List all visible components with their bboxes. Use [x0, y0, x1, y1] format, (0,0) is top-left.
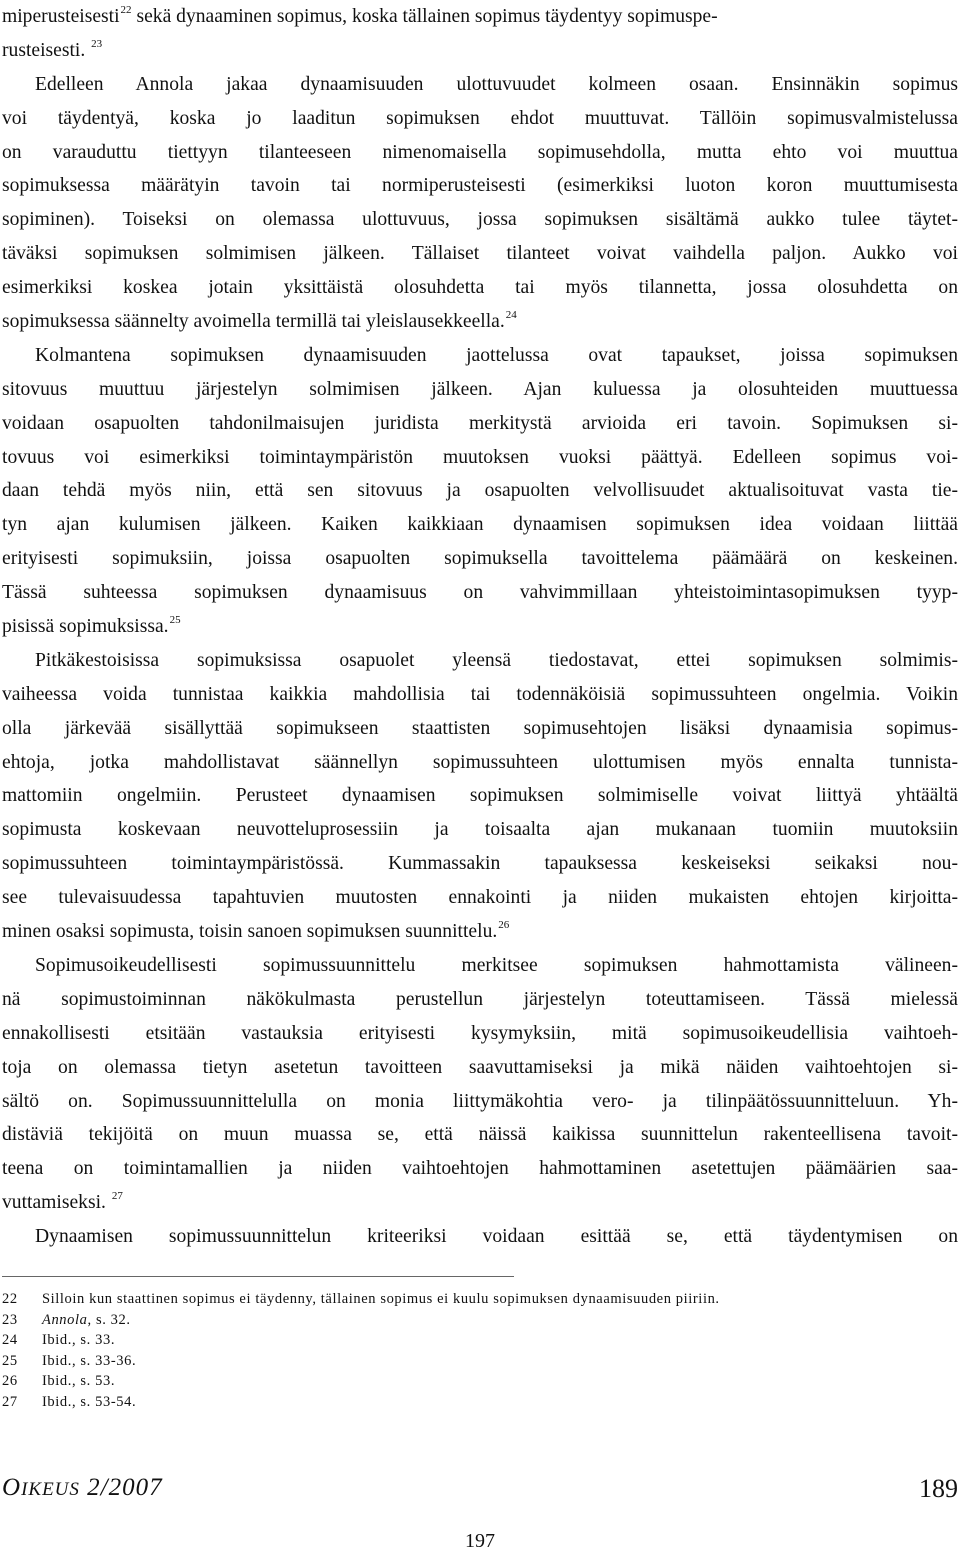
text-line: Edelleen Annola jakaa dynaamisuuden ulottuvuudet kolmeen osaan. Ensinnäkin sopimus [35, 73, 958, 95]
text-line: sopiminen). Toiseksi on olemassa ulottuvuus, jossa sopimuksen sisältämä aukko tulee täytet- [2, 209, 958, 231]
footnote-number: 26 [2, 1373, 18, 1389]
footnote-text: Ibid., s. 33-36. [42, 1352, 137, 1369]
journal-name-rest: IKEUS [21, 1479, 80, 1500]
text-line [2, 610, 958, 644]
footnote-separator [2, 1276, 514, 1277]
footnote [2, 1330, 958, 1351]
body-text [2, 0, 958, 1254]
journal-initial: O [2, 1474, 22, 1501]
text-fragment: minen osaksi sopimusta, toisin sanoen sopimuksen suunnittelu. [2, 921, 498, 943]
text-line: Pitkäkestoisissa sopimuksissa osapuolet yleensä tiedostavat, ettei sopimuksen solmimis- [35, 649, 958, 671]
text-line: sältö on. Sopimussuunnittelulla on monia liittymäkohtia vero- ja tilinpäätössuunnitteluun. Yh- [2, 1090, 958, 1112]
text-line: täväksi sopimuksen solmimisen jälkeen. Tällaiset tilanteet voivat vaihdella paljon. Aukko voi [2, 243, 958, 265]
footnote-text: Ibid., s. 53. [42, 1373, 116, 1389]
footnote-text: Ibid., s. 53-54. [42, 1393, 137, 1410]
text-line: esimerkiksi koskea jotain yksittäistä olosuhdetta tai myös tilannetta, jossa olosuhdetta on [2, 277, 958, 299]
text-line: ennakollisesti etsitään vastauksia erityisesti kysymyksiin, mitä sopimusoikeudellisia vaihtoeh- [2, 1022, 958, 1044]
text-line [2, 915, 958, 949]
footnote-author: Annola [42, 1311, 88, 1328]
text-line: Kolmantena sopimuksen dynaamisuuden jaottelussa ovat tapaukset, joissa sopimuksen [35, 344, 958, 366]
journal-title [2, 1474, 163, 1502]
footnote-ref: 23 [91, 37, 103, 50]
text-line: tovuus voi esimerkiksi toimintaympäristön muutoksen vuoksi päättyä. Edelleen sopimus voi- [2, 446, 958, 468]
text-line: sopimusta koskevaan neuvotteluprosessiin ja toisaalta ajan mukanaan tuomiin muutoksiin [2, 819, 958, 841]
footnote [2, 1371, 958, 1392]
footnotes [2, 1289, 958, 1412]
footnote-number: 22 [2, 1291, 18, 1307]
text-line: voidaan osapuolten tahdonilmaisujen juridista merkitystä arvioida eri tavoin. Sopimuksen si- [2, 412, 958, 434]
text-line: erityisesti sopimuksiin, joissa osapuolten sopimuksella tavoittelema päämäärä on keskeinen. [2, 548, 958, 570]
text-fragment: sekä dynaaminen sopimus, koska tällainen sopimus täydentyy sopimuspe- [136, 6, 718, 27]
footnote [2, 1310, 958, 1331]
pdf-page-number: 197 [465, 1530, 495, 1552]
text-line: voi täydentyä, koska jo laaditun sopimuksen ehdot muuttuvat. Tällöin sopimusvalmistelussa [2, 107, 958, 129]
text-line: sopimuksessa määrätyin tavoin tai normiperusteisesti (esimerkiksi luoton koron muuttumisesta [2, 175, 958, 197]
footnote-ref: 25 [169, 614, 181, 627]
text-line: tyn ajan kulumisen jälkeen. Kaiken kaikkiaan dynaamisen sopimuksen idea voidaan liittää [2, 514, 958, 536]
text-line [2, 0, 958, 34]
footnote-text: , s. 32. [87, 1311, 131, 1328]
footnote [2, 1392, 958, 1413]
text-line: see tulevaisuudessa tapahtuvien muutosten ennakointi ja niiden mukaisten ehtojen kirjoitta- [2, 887, 958, 909]
text-fragment: pisissä sopimuksissa. [2, 616, 169, 638]
text-line: Sopimusoikeudellisesti sopimussuunnittelu merkitsee sopimuksen hahmottamista välineen- [35, 954, 958, 976]
text-fragment: sopimuksessa säännelty avoimella termillä tai yleislausekkeella. [2, 311, 505, 333]
footnote [2, 1351, 958, 1372]
footnote-number: 27 [2, 1393, 18, 1410]
text-line: daan tehdä myös niin, että sen sitovuus ja osapuolten velvollisuudet aktualisoituvat vasta tie- [2, 480, 958, 502]
text-line: vaiheessa voida tunnistaa kaikkia mahdollisia tai todennäköisiä sopimussuhteen ongelmia. Voikin [2, 683, 958, 705]
footnote-number: 25 [2, 1352, 18, 1369]
text-line: on varauduttu tiettyyn tilanteeseen nimenomaisella sopimusehdolla, mutta ehto voi muuttua [2, 141, 958, 163]
text-line [2, 1186, 958, 1220]
footnote-ref: 22 [120, 4, 132, 16]
text-line: nä sopimustoiminnan näkökulmasta perustellun järjestelyn toteuttamiseen. Tässä mielessä [2, 988, 958, 1010]
text-line: olla järkevää sisällyttää sopimukseen staattisten sopimusehtojen lisäksi dynaamisia sopimus- [2, 717, 958, 739]
page-number: 189 [919, 1474, 958, 1503]
text-line: ehtoja, jotka mahdollistavat säännellyn sopimussuhteen ulottumisen myös ennalta tunnista- [2, 751, 958, 773]
footnote-ref: 24 [505, 309, 517, 322]
footnote-text: Silloin kun staattinen sopimus ei täydenny, tällainen sopimus ei kuulu sopimuksen dynaamisuuden piiriin. [42, 1291, 720, 1307]
text-fragment: vuttamiseksi. [2, 1192, 106, 1214]
text-line: sopimussuhteen toimintaympäristössä. Kummassakin tapauksessa keskeiseksi seikaksi nou- [2, 853, 958, 875]
footnote-number: 24 [2, 1332, 18, 1348]
text-line: teena on toimintamallien ja niiden vaihtoehtojen hahmottaminen asetettujen päämäärien saa- [2, 1158, 958, 1180]
text-line: distäviä tekijöitä on muun muassa se, että näissä kaikissa suunnittelun rakenteellisena tavoit- [2, 1124, 958, 1146]
text-fragment: miperusteisesti [2, 6, 120, 27]
text-line: toja on olemassa tietyn asetetun tavoitteen saavuttamiseksi ja mikä näiden vaihtoehtojen si- [2, 1056, 958, 1078]
footnote-ref: 27 [111, 1190, 123, 1203]
footnote-number: 23 [2, 1311, 18, 1328]
text-line [2, 34, 958, 68]
footnote [2, 1289, 958, 1310]
text-line: Dynaamisen sopimussuunnittelun kriteeriksi voidaan esittää se, että täydentymisen on [35, 1226, 958, 1248]
text-fragment: rusteisesti. [2, 39, 86, 61]
text-line: Tässä suhteessa sopimuksen dynaamisuus on vahvimmillaan yhteistoimintasopimuksen tyyp- [2, 582, 958, 604]
journal-issue: 2/2007 [87, 1474, 163, 1501]
text-line: sitovuus muuttuu järjestelyn solmimisen jälkeen. Ajan kuluessa ja olosuhteiden muuttuessa [2, 378, 958, 400]
footnote-ref: 26 [498, 919, 510, 932]
text-line: mattomiin ongelmiin. Perusteet dynaamisen sopimuksen solmimiselle voivat liittyä yhtäältä [2, 785, 958, 807]
footnote-text: Ibid., s. 33. [42, 1332, 116, 1348]
text-line [2, 305, 958, 339]
